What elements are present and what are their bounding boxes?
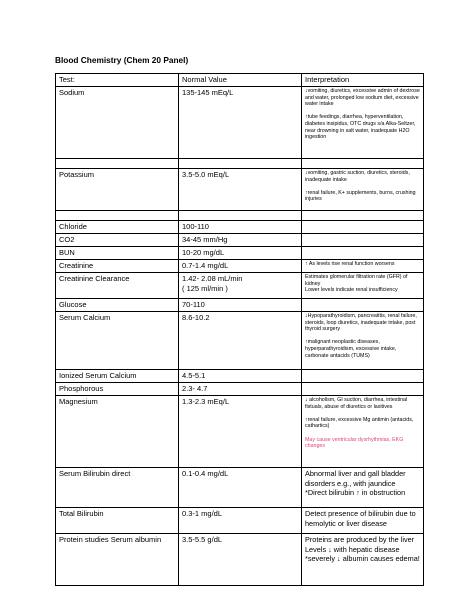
blood-chemistry-table bbox=[55, 73, 424, 586]
cell-test: Ionized Serum Calcium bbox=[56, 370, 179, 383]
cell-normal: 100-110 bbox=[179, 221, 302, 234]
cell-normal: 10-20 mg/dL bbox=[179, 247, 302, 260]
cell-normal: 70-110 bbox=[179, 299, 302, 312]
cell-interpretation bbox=[302, 87, 424, 159]
cell-interpretation: Abnormal liver and gall bladder disorders e.g., with jaundice *Direct bilirubin ↑ in obstruction bbox=[302, 468, 424, 508]
cell-empty bbox=[302, 159, 424, 169]
table-row-creatinine-clearance bbox=[56, 273, 424, 299]
normal-value-line: 1.42- 2.08 mL/min bbox=[182, 274, 243, 283]
cell-normal: 0.7-1.4 mg/dL bbox=[179, 260, 302, 273]
cell-test: Sodium bbox=[56, 87, 179, 159]
cell-normal: 0.1-0.4 mg/dL bbox=[179, 468, 302, 508]
cell-interpretation bbox=[302, 221, 424, 234]
cell-empty bbox=[56, 159, 179, 169]
cell-test: CO2 bbox=[56, 234, 179, 247]
cell-test: Magnesium bbox=[56, 396, 179, 468]
table-row-empty bbox=[56, 159, 424, 169]
interp-decrease: ↓ alcoholism, GI suction, diarrhea, intestinal fistuals, abuse of diuretics or laxitives bbox=[305, 397, 408, 410]
cell-test: Serum Calcium bbox=[56, 312, 179, 370]
cell-normal: 8.6-10.2 bbox=[179, 312, 302, 370]
interp-increase: ↑malignant neoplastic diseases, hyperparathyroidism, excessive intake, carbonate antacids (TUMS) bbox=[305, 339, 397, 359]
table-row-total-bilirubin bbox=[56, 508, 424, 534]
table-row-chloride bbox=[56, 221, 424, 234]
table-row-serum-calcium bbox=[56, 312, 424, 370]
column-header-normal-value: Normal Value bbox=[179, 74, 302, 87]
cell-test: Creatinine Clearance bbox=[56, 273, 179, 299]
cell-test: Total Bilirubin bbox=[56, 508, 179, 534]
document-title: Blood Chemistry (Chem 20 Panel) bbox=[55, 55, 189, 65]
cell-interpretation bbox=[302, 247, 424, 260]
cell-interpretation bbox=[302, 370, 424, 383]
cell-test: Glucose bbox=[56, 299, 179, 312]
table-row-ionized-calcium bbox=[56, 370, 424, 383]
table-row-creatinine bbox=[56, 260, 424, 273]
table-row-empty bbox=[56, 211, 424, 221]
table-row-glucose bbox=[56, 299, 424, 312]
interp-increase: ↑tube feedings, diarrhea, hyperventilation, diabetes insipidus, OTC drugs s/a Alka-Seltzer, near drowning in salt water, inadequate H2O ingestion bbox=[305, 114, 416, 141]
cell-interpretation: Detect presence of bilirubin due to hemolytic or liver disease bbox=[302, 508, 424, 534]
cell-interpretation bbox=[302, 312, 424, 370]
cell-empty bbox=[179, 159, 302, 169]
cell-empty bbox=[56, 211, 179, 221]
table-row-bun bbox=[56, 247, 424, 260]
cell-interpretation bbox=[302, 383, 424, 396]
cell-normal: 135-145 mEq/L bbox=[179, 87, 302, 159]
cell-normal: 3.5-5.0 mEq/L bbox=[179, 169, 302, 211]
warning-note: May cause ventricular dysrhythmias, EKG changes bbox=[305, 436, 404, 450]
table-header-row bbox=[56, 74, 424, 87]
cell-empty bbox=[179, 211, 302, 221]
cell-test: Serum Bilirubin direct bbox=[56, 468, 179, 508]
cell-interpretation: ↑ As levels rise renal function worsens bbox=[302, 260, 424, 273]
cell-normal: 4.5-5.1 bbox=[179, 370, 302, 383]
cell-interpretation: Proteins are produced by the liver Levels ↓ with hepatic disease *severely ↓ albumin causes edema! bbox=[302, 534, 424, 586]
cell-interpretation bbox=[302, 299, 424, 312]
cell-test: Phosphorous bbox=[56, 383, 179, 396]
table-row-phosphorous bbox=[56, 383, 424, 396]
cell-interpretation bbox=[302, 169, 424, 211]
interp-increase: ↑renal failure, K+ supplements, burns, crushing injuries bbox=[305, 189, 416, 203]
table-row-potassium bbox=[56, 169, 424, 211]
table-row-protein-studies bbox=[56, 534, 424, 586]
column-header-test: Test: bbox=[56, 74, 179, 87]
column-header-interpretation: Interpretation bbox=[302, 74, 424, 87]
cell-normal: 3.5-5.5 g/dL bbox=[179, 534, 302, 586]
cell-normal: 34-45 mm/Hg bbox=[179, 234, 302, 247]
cell-normal: 1.3-2.3 mEq/L bbox=[179, 396, 302, 468]
interp-decrease: ↓Hypoparathyroidism, pancreatitis, renal failure, steroids, loop diuretics, inadequate intake, post thyroid surgery bbox=[305, 313, 417, 333]
cell-test: Chloride bbox=[56, 221, 179, 234]
cell-test: Protein studies Serum albumin bbox=[56, 534, 179, 586]
cell-test: BUN bbox=[56, 247, 179, 260]
cell-interpretation: Estimates glomerular filtration rate (GFR) of kidney Lower levels indicate renal insufficiency bbox=[302, 273, 424, 299]
cell-normal: 0.3-1 mg/dL bbox=[179, 508, 302, 534]
cell-interpretation bbox=[302, 234, 424, 247]
interp-decrease: ↓vomiting, diuretics, excessive admin of dextrose and water, prolonged low sodium diet, excessive water intake bbox=[305, 88, 420, 108]
cell-test: Potassium bbox=[56, 169, 179, 211]
cell-empty bbox=[302, 211, 424, 221]
cell-interpretation bbox=[302, 396, 424, 468]
table-row-co2 bbox=[56, 234, 424, 247]
cell-normal bbox=[179, 273, 302, 299]
cell-test: Creatinine bbox=[56, 260, 179, 273]
cell-normal: 2.3- 4.7 bbox=[179, 383, 302, 396]
table-row-magnesium bbox=[56, 396, 424, 468]
table-row-sodium bbox=[56, 87, 424, 159]
normal-value-alt: ( 125 ml/min ) bbox=[182, 284, 228, 293]
interp-increase: ↑renal failure, excessive Mg antimin (antacids, cathartics) bbox=[305, 416, 414, 430]
interp-decrease: ↓vomiting, gastric suction, diuretics, steroids, inadequate intake bbox=[305, 170, 410, 183]
table-row-serum-bilirubin-direct bbox=[56, 468, 424, 508]
